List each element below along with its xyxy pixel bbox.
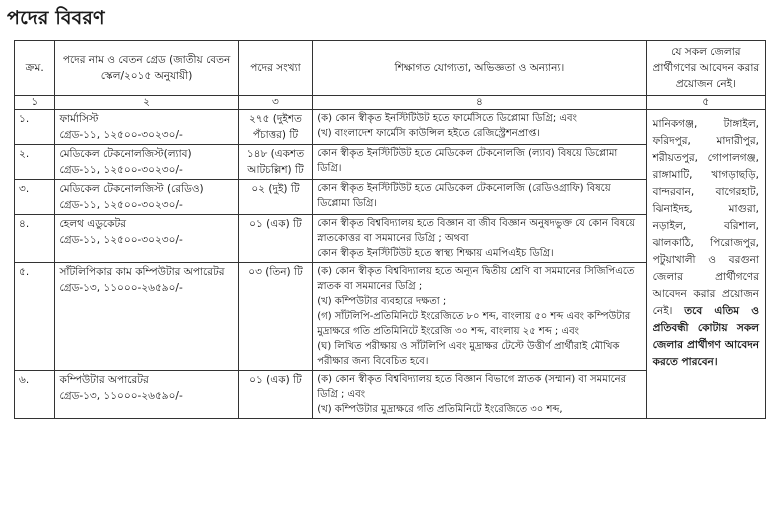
column-number: ১ [15,96,55,110]
row-count: ০২ (দুই) টি [238,180,313,215]
row-serial: ২. [15,145,55,180]
row-count: ০১ (এক) টি [238,371,313,419]
qualification-line: (খ) বাংলাদেশ ফার্মেসি কাউন্সিল হইতে রেজিস্ট্রেশনপ্রাপ্ত। [317,128,540,139]
row-post [55,145,238,180]
row-post [55,215,238,263]
excluded-districts-cell [646,110,765,419]
header-qualification: শিক্ষাগত যোগ্যতা, অভিজ্ঞতা ও অন্যান্য। [313,41,646,96]
qualification-line: (ক) কোন স্বীকৃত বিশ্ববিদ্যালয় হতে অন্যূন দ্বিতীয় শ্রেণি বা সমমানের সিজিপিএতে স্নাতক বা সমমানের ডিগ্রি ; [317,266,635,292]
row-count: ১৪৮ (একশত আটচল্লিশ) টি [238,145,313,180]
qualification-line: কোন স্বীকৃত ইনস্টিটিউট হতে মেডিকেল টেকনোলজি (ল্যাব) বিষয়ে ডিপ্লোমা ডিগ্রি। [317,148,618,174]
row-count: ০৩ (তিন) টি [238,263,313,371]
post-grade: গ্রেড-১১, ১২৫০০-৩০২৩০/- [59,234,183,246]
post-grade: গ্রেড-১১, ১২৫০০-৩০২৩০/- [59,199,183,211]
quota-note: তবে এতিম ও প্রতিবন্ধী কোটায় সকল জেলার প্রার্থীগণ আবেদন করতে পারবেন। [652,305,759,368]
job-table [14,40,766,419]
qualification-line: (ঘ) লিখিত পরীক্ষায় ও সাঁটলিপি এবং মুদ্রাক্ষর টেস্টে উত্তীর্ণ প্রার্থীরাই মৌখিক পরীক্ষার জন্য বিবেচিত হবে। [317,341,620,367]
post-grade: গ্রেড-১৩, ১১০০০-২৬৫৯০/- [59,390,183,402]
job-table-container [14,40,766,522]
row-serial: ১. [15,110,55,145]
post-grade: গ্রেড-১৩, ১১০০০-২৬৫৯০/- [59,282,183,294]
qualification-line: কোন স্বীকৃত বিশ্ববিদ্যালয় হতে বিজ্ঞান বা জীব বিজ্ঞান অনুষদভুক্ত যে কোন বিষয়ে স্নাতকোত্তর বা সমমানের ডিগ্রি ; অথবা [317,218,636,244]
page-title: পদের বিবরণ [7,7,105,29]
row-serial: ৬. [15,371,55,419]
row-post [55,180,238,215]
column-number: ২ [55,96,238,110]
row-qualification [313,180,646,215]
post-grade: গ্রেড-১১, ১২৫০০-৩০২৩০/- [59,164,183,176]
post-grade: গ্রেড-১১, ১২৫০০-৩০২৩০/- [59,129,183,141]
table-row [15,110,766,145]
row-qualification [313,110,646,145]
qualification-line: (গ) সাঁটলিপি-প্রতিমিনিটে ইংরেজিতে ৮০ শব্দ, বাংলায় ৫০ শব্দ এবং কম্পিউটার মুদ্রাক্ষরে গতি প্রতিমিনিটে ইংরেজি ৩০ শব্দ, বাংলায় ২৫ শব্দ ; এবং [317,311,631,337]
post-name: মেডিকেল টেকনোলজিস্ট(ল্যাব) [59,148,192,160]
post-name: সাঁটলিপিকার কাম কম্পিউটার অপারেটর [59,266,225,278]
row-serial: ৪. [15,215,55,263]
qualification-line: কোন স্বীকৃত ইনস্টিটিউট হতে মেডিকেল টেকনোলজি (রেডিওগ্রাফি) বিষয়ে ডিপ্লোমা ডিগ্রি। [317,183,611,209]
header-row [15,41,766,96]
row-count: ২৭৫ (দুইশত পঁচাত্তর) টি [238,110,313,145]
qualification-line: (ক) কোন স্বীকৃত ইনস্টিটিউট হতে ফার্মেসিতে ডিপ্লোমা ডিগ্রি; এবং [317,113,577,124]
header-districts: যে সকল জেলার প্রার্থীগণের আবেদন করার প্রয়োজন নেই। [646,41,765,96]
post-name: ফার্মাসিস্ট [59,113,99,125]
column-number: ৪ [313,96,646,110]
excluded-districts-text: মানিকগঞ্জ, টাঙ্গাইল, ফরিদপুর, মাদারীপুর, শরীয়তপুর, গোপালগঞ্জ, রাঙ্গামাটি, খাগড়াছড়ি, বান্দরবান, বাগেরহাট, ঝিনাইদহ, মাগুরা, নড়াইল, বরিশাল, ঝালকাঠি, পিরোজপুর, পটুয়াখালী ও বরগুনা জেলার প্রার্থীগণের আবেদন করার প্রয়োজন নেই। [652,118,759,317]
post-name: কম্পিউটার অপারেটর [59,374,149,386]
row-qualification [313,215,646,263]
row-post [55,263,238,371]
qualification-line: (খ) কম্পিউটার মুদ্রাক্ষরে গতি প্রতিমিনিটে ইংরেজিতে ৩০ শব্দ, [317,404,563,415]
qualification-line: (ক) কোন স্বীকৃত বিশ্ববিদ্যালয় হতে বিজ্ঞান বিভাগে স্নাতক (সম্মান) বা সমমানের ডিগ্রি ; এবং [317,374,627,400]
header-count: পদের সংখ্যা [238,41,313,96]
row-serial: ৩. [15,180,55,215]
row-serial: ৫. [15,263,55,371]
row-post [55,110,238,145]
column-number-row [15,96,766,110]
header-post: পদের নাম ও বেতন গ্রেড (জাতীয় বেতন স্কেল/২০১৫ অনুযায়ী) [55,41,238,96]
row-qualification [313,371,646,419]
column-number: ৩ [238,96,313,110]
row-count: ০১ (এক) টি [238,215,313,263]
column-number: ৫ [646,96,765,110]
qualification-line: (খ) কম্পিউটার ব্যবহারে দক্ষতা ; [317,296,447,307]
post-name: হেলথ এডুকেটর [59,218,126,230]
row-qualification [313,145,646,180]
row-qualification [313,263,646,371]
post-name: মেডিকেল টেকনোলজিস্ট (রেডিও) [59,183,204,195]
header-serial: ক্রম. [15,41,55,96]
qualification-line: কোন স্বীকৃত ইনস্টিটিউট হতে স্বাস্থ্য শিক্ষায় এমপিএইচ ডিগ্রি। [317,248,554,259]
row-post [55,371,238,419]
